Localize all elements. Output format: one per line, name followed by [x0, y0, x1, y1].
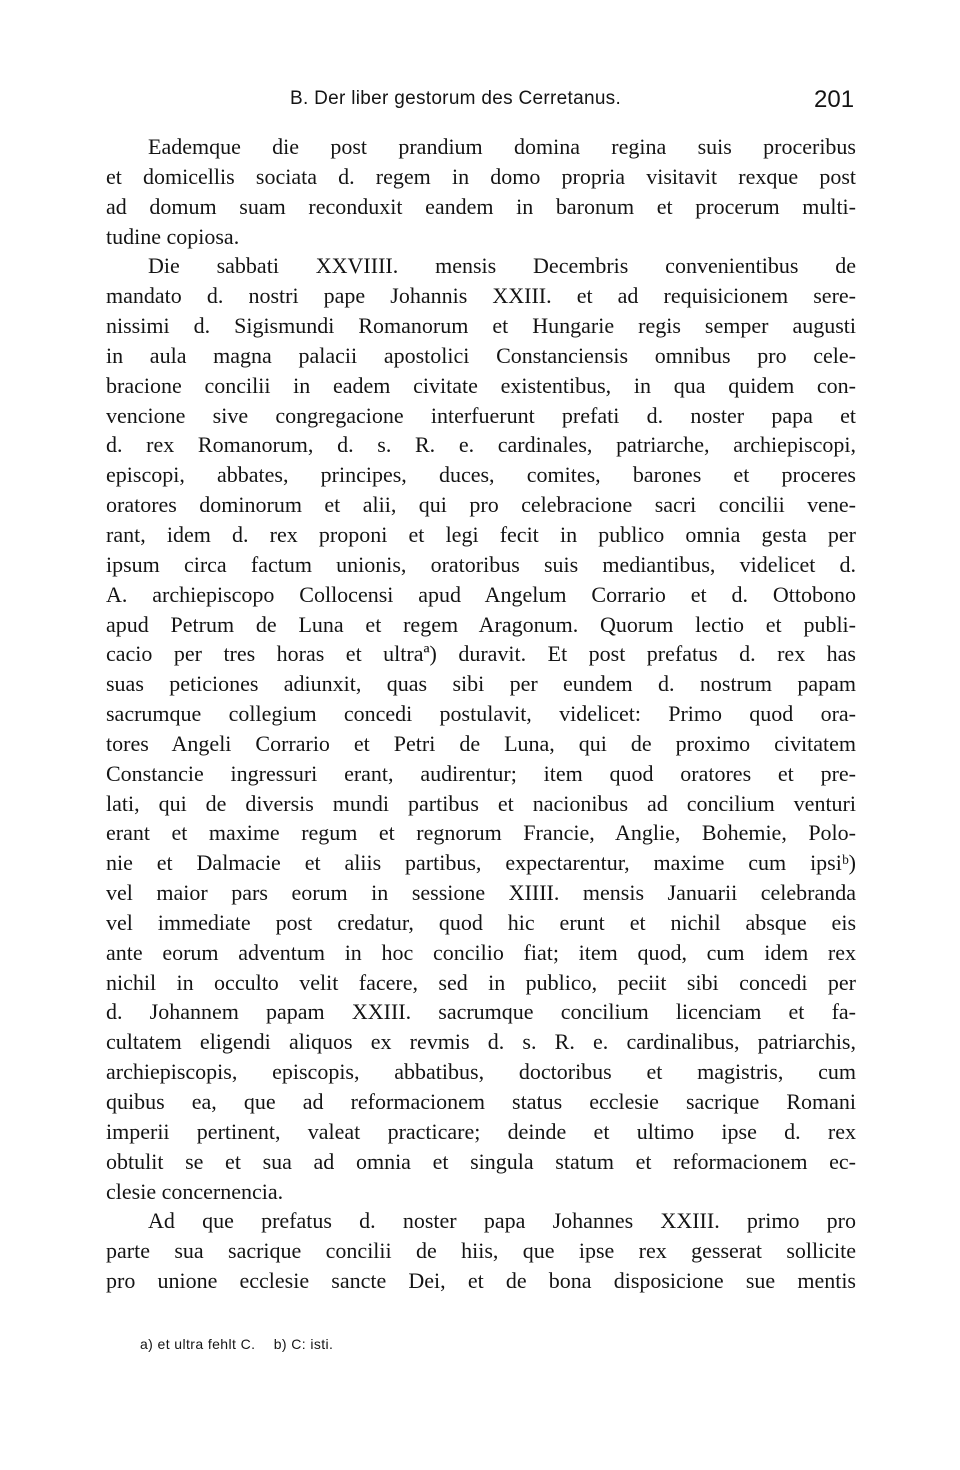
text-line: vel immediate post credatur, quod hic erunt et nichil absque eis	[106, 909, 856, 935]
text-line: vencione sive congregacione interfuerunt prefati d. noster papa et	[106, 402, 856, 428]
text-line: Ad que prefatus d. noster papa Johannes XXIII. primo pro	[148, 1208, 856, 1234]
text-line: erant et maxime regum et regnorum Francie, Anglie, Bohemie, Polo-	[106, 820, 856, 846]
text-line: lati, qui de diversis mundi partibus et nacionibus ad concilium venturi	[106, 790, 856, 816]
footnote: a) et ultra fehlt C.	[140, 1336, 256, 1352]
text-line: nissimi d. Sigismundi Romanorum et Hungarie regis semper augusti	[106, 313, 856, 339]
text-line: vel maior pars eorum in sessione XIIII. mensis Januarii celebranda	[106, 880, 856, 906]
text-line: cultatem eligendi aliquos ex revmis d. s. R. e. cardinalibus, patriarchis,	[106, 1029, 856, 1055]
text-line: ante eorum adventum in hoc concilio fiat; item quod, cum idem rex	[106, 939, 856, 965]
text-line: suas peticiones adiunxit, quas sibi per eundem d. nostrum papam	[106, 671, 856, 697]
text-line: obtulit se et sua ad omnia et singula statum et reformacionem ec-	[106, 1148, 856, 1174]
text-line: archiepiscopis, episcopis, abbatibus, doctoribus et magistris, cum	[106, 1059, 856, 1085]
text-line: Eademque die post prandium domina regina suis proceribus	[148, 134, 856, 159]
text-line: nichil in occulto velit facere, sed in publico, peciit sibi concedi per	[106, 969, 856, 995]
text-line: parte sua sacrique concilii de hiis, que ipse rex gesserat sollicite	[106, 1238, 856, 1264]
text-line: d. Johannem papam XXIII. sacrumque concilium licenciam et fa-	[106, 999, 856, 1025]
body-text	[106, 132, 856, 1296]
text-line: tores Angeli Corrario et Petri de Luna, qui de proximo civitatem	[106, 730, 856, 756]
text-line: clesie concernencia.	[106, 1178, 284, 1204]
text-line: sacrumque collegium concedi postulavit, videlicet: Primo quod ora-	[106, 701, 856, 727]
text-line: rant, idem d. rex proponi et legi fecit in publico omnia gesta per	[106, 521, 856, 547]
text-line: mandato d. nostri pape Johannis XXIII. et ad requisicionem sere-	[106, 283, 856, 309]
text-line: bracione concilii in eadem civitate existentibus, in qua quidem con-	[106, 372, 856, 398]
running-head: B. Der liber gestorum des Cerretanus.	[290, 88, 622, 109]
text-line: nie et Dalmacie et aliis partibus, expectarentur, maxime cum ipsiᵇ)	[106, 850, 856, 876]
text-line: A. archiepiscopo Collocensi apud Angelum Corrario et d. Ottobono	[106, 581, 856, 607]
text-line: Die sabbati XXVIIII. mensis Decembris convenientibus de	[148, 253, 856, 279]
text-line: apud Petrum de Luna et regem Aragonum. Quorum lectio et publi-	[106, 611, 856, 637]
footnotes	[140, 1336, 347, 1352]
text-line: pro unione ecclesie sancte Dei, et de bona disposicione sue mentis	[106, 1268, 856, 1294]
text-line: ipsum circa factum unionis, oratoribus suis mediantibus, videlicet d.	[106, 551, 856, 577]
text-line: cacio per tres horas et ultraª) duravit. Et post prefatus d. rex has	[106, 641, 856, 667]
text-line: in aula magna palacii apostolici Constanciensis omnibus pro cele-	[106, 342, 856, 368]
text-line: tudine copiosa.	[106, 223, 240, 249]
text-line: imperii pertinent, valeat practicare; deinde et ultimo ipse d. rex	[106, 1118, 856, 1144]
page-number: 201	[814, 86, 855, 113]
text-line: oratores dominorum et alii, qui pro celebracione sacri concilii vene-	[106, 492, 856, 518]
text-line: Constancie ingressuri erant, audirentur; item quod oratores et pre-	[106, 760, 856, 786]
text-line: et domicellis sociata d. regem in domo propria visitavit rexque post	[106, 163, 856, 189]
text-line: ad domum suam reconduxit eandem in baronum et procerum multi-	[106, 193, 856, 219]
text-line: quibus ea, que ad reformacionem status ecclesie sacrique Romani	[106, 1089, 856, 1114]
text-line: episcopi, abbates, principes, duces, comites, barones et proceres	[106, 462, 856, 488]
text-line: d. rex Romanorum, d. s. R. e. cardinales, patriarche, archiepiscopi,	[106, 432, 856, 458]
footnote: b) C: isti.	[273, 1336, 334, 1352]
